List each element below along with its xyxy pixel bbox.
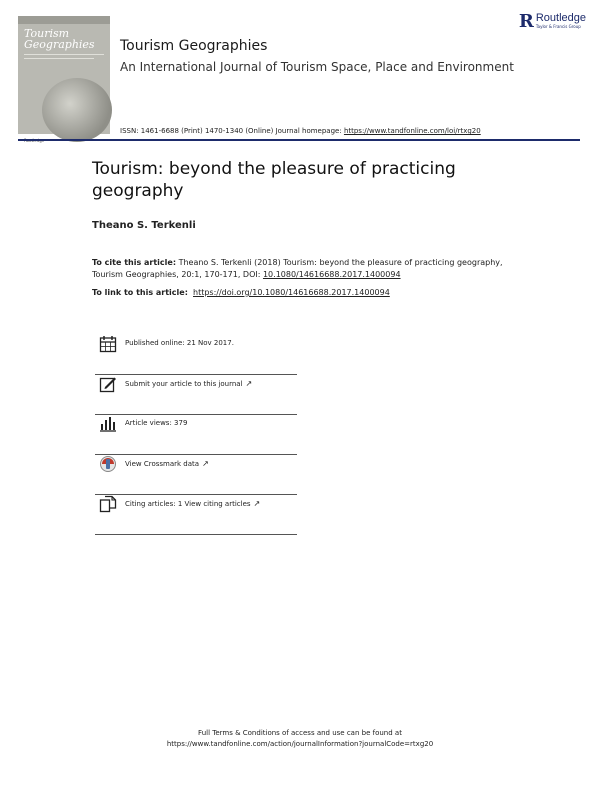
article-url-link[interactable]: https://doi.org/10.1080/14616688.2017.1400094 (193, 288, 390, 297)
publisher-logo (519, 12, 586, 32)
footer-journal-info-link[interactable]: https://www.tandfonline.com/action/journalInformation?journalCode=rtxg20 (166, 740, 434, 748)
external-link-icon: ↗ (245, 379, 253, 388)
issn-text: ISSN: 1461-6688 (Print) 1470-1340 (Online) Journal homepage: (120, 127, 344, 135)
journal-homepage-link[interactable]: https://www.tandfonline.com/loi/rtxg20 (343, 127, 481, 135)
citing-articles-label: Citing articles: 1 View citing articles (125, 500, 251, 508)
citation-label: To cite this article: (92, 258, 177, 267)
cover-strip (18, 16, 110, 24)
crossmark-link[interactable] (125, 459, 209, 468)
article-views-item (95, 415, 297, 455)
cover-rule (24, 58, 94, 59)
footer-terms-text: Full Terms & Conditions of access and use can be found at (198, 729, 402, 737)
publisher-group: Taylor & Francis Group (535, 24, 581, 29)
cover-rule (24, 54, 104, 55)
citing-articles-link[interactable] (125, 499, 260, 508)
divider (95, 534, 297, 535)
edit-icon (99, 375, 117, 393)
globe-image (42, 78, 112, 142)
article-title: Tourism: beyond the pleasure of practicing geography (92, 159, 456, 201)
journal-subtitle: An International Journal of Tourism Space, Place and Environment (120, 60, 514, 74)
article-views-text: Article views: 379 (125, 419, 188, 427)
citing-articles-item[interactable] (95, 495, 297, 535)
submit-article-item[interactable] (95, 375, 297, 415)
publisher-name: Routledge (535, 12, 586, 24)
link-label: To link to this article: (92, 288, 188, 297)
submit-article-link[interactable] (125, 379, 252, 388)
article-link (92, 288, 532, 297)
issn-line (120, 127, 481, 135)
calendar-icon (99, 335, 117, 353)
submit-article-label: Submit your article to this journal (125, 380, 243, 388)
footer (0, 728, 600, 750)
crossmark-item[interactable] (95, 455, 297, 495)
cover-title-line1: Tourism (24, 27, 70, 40)
routledge-logo-icon: R (518, 11, 534, 32)
header-divider (18, 139, 580, 141)
article-author: Theano S. Terkenli (92, 220, 196, 231)
crossmark-icon (99, 455, 117, 473)
cover-title-line2: Geographies (24, 38, 95, 51)
citing-icon (99, 495, 117, 513)
external-link-icon: ↗ (253, 499, 261, 508)
journal-title: Tourism Geographies (120, 38, 268, 54)
citation (92, 257, 532, 281)
bar-chart-icon (99, 415, 117, 433)
cover-title (24, 28, 108, 50)
doi-link[interactable]: 10.1080/14616688.2017.1400094 (262, 270, 401, 279)
published-online-text: Published online: 21 Nov 2017. (125, 339, 234, 347)
external-link-icon: ↗ (202, 459, 209, 468)
crossmark-label: View Crossmark data (125, 460, 200, 468)
citation-text: Theano S. Terkenli (2018) Tourism: beyond the pleasure of practicing geography, Tourism Geographies, 20:1, 170-171, DOI: (92, 258, 503, 279)
published-online-item (95, 335, 297, 375)
journal-cover (18, 16, 110, 134)
